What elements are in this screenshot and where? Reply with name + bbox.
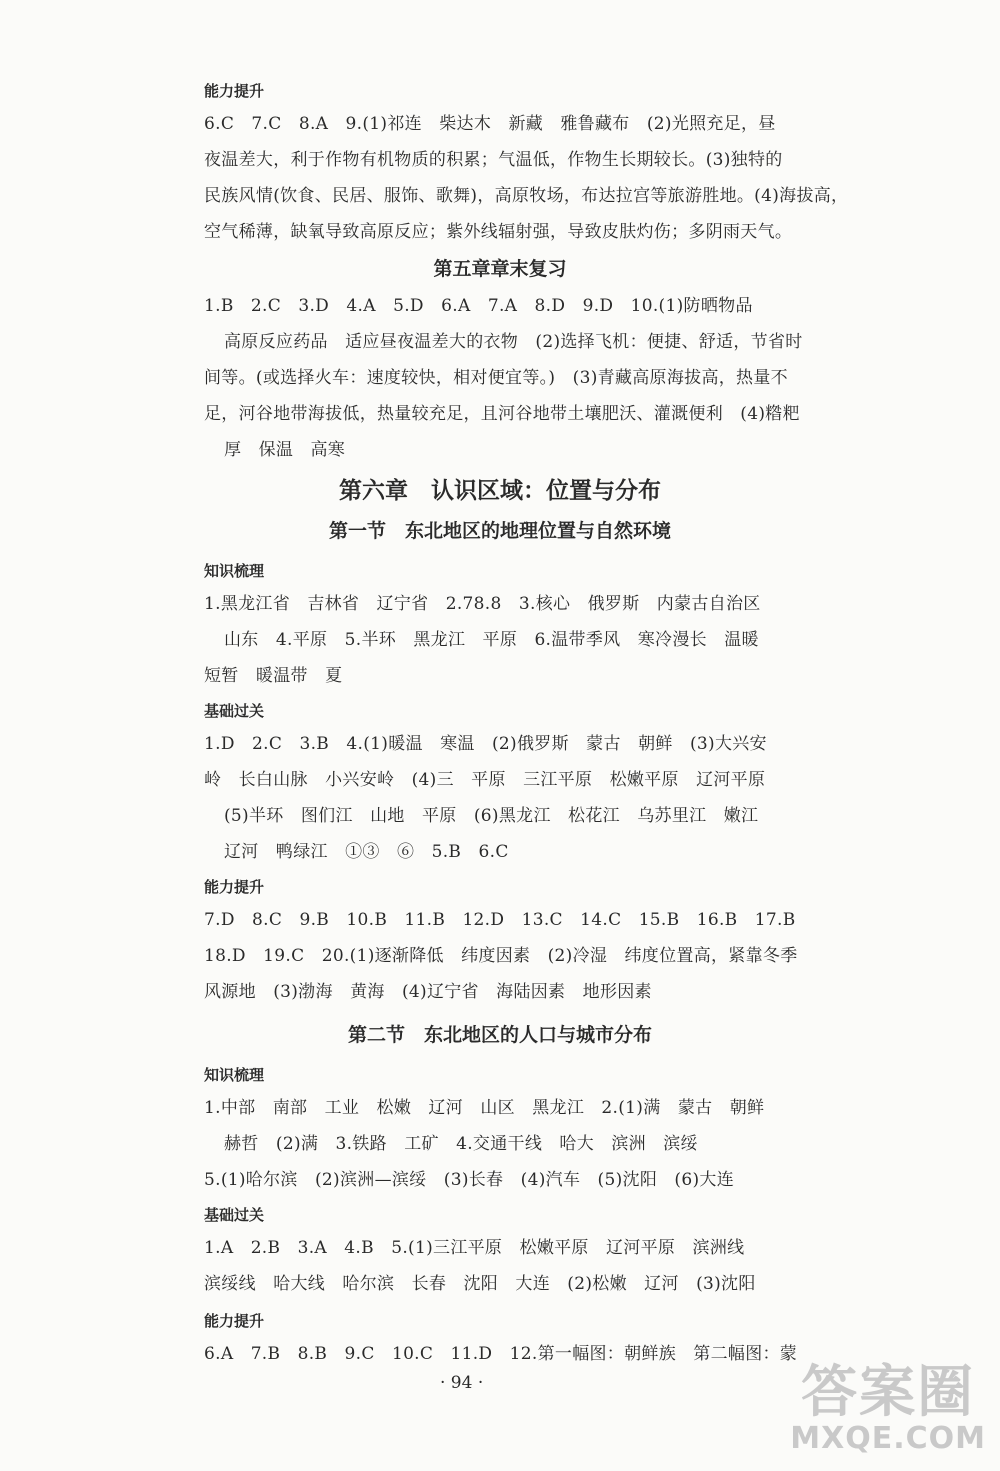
answer-line: 夜温差大，利于作物有机物质的积累；气温低，作物生长期较长。(3)独特的 <box>204 150 783 170</box>
section2-knowledge <box>204 1060 784 1198</box>
answer-line: 6.A 7.B 8.B 9.C 10.C 11.D 12.第一幅图：朝鲜族 第二幅图：蒙 <box>204 1344 798 1364</box>
section1-title: 第一节 东北地区的地理位置与自然环境 <box>328 520 671 542</box>
answer-line: 赫哲 (2)满 3.铁路 工矿 4.交通干线 哈大 滨洲 滨绥 <box>224 1134 698 1154</box>
answer-line: 足，河谷地带海拔低，热量较充足，且河谷地带土壤肥沃、灌溉便利 (4)糌粑 <box>204 404 800 424</box>
answer-line: 民族风情(饮食、民居、服饰、歌舞)，高原牧场，布达拉宫等旅游胜地。(4)海拔高， <box>204 186 849 206</box>
answer-line: 1.黑龙江省 吉林省 辽宁省 2.78.8 3.核心 俄罗斯 内蒙古自治区 <box>204 594 761 614</box>
section-label: 能力提升 <box>204 82 265 100</box>
section-label: 基础过关 <box>204 1206 265 1224</box>
answer-line: 滨绥线 哈大线 哈尔滨 长春 沈阳 大连 (2)松嫩 辽河 (3)沈阳 <box>204 1274 756 1294</box>
answer-line: 5.(1)哈尔滨 (2)滨洲—滨绥 (3)长春 (4)汽车 (5)沈阳 (6)大连 <box>204 1170 735 1190</box>
chapter5-review-answers <box>204 288 803 468</box>
answer-line: 辽河 鸭绿江 ①③ ⑥ 5.B 6.C <box>224 842 509 862</box>
answer-line: 山东 4.平原 5.半环 黑龙江 平原 6.温带季风 寒冷漫长 温暖 <box>224 630 759 650</box>
chapter5-review-title: 第五章章末复习 <box>433 258 567 280</box>
section-ability-1 <box>204 76 849 250</box>
section1-knowledge <box>204 556 784 694</box>
answer-line: 7.D 8.C 9.B 10.B 11.B 12.D 13.C 14.C 15.B 16.B 17.B <box>204 910 796 930</box>
chapter6-title: 第六章 认识区域：位置与分布 <box>339 478 661 504</box>
answer-line: 1.D 2.C 3.B 4.(1)暖温 寒温 (2)俄罗斯 蒙古 朝鲜 (3)大兴安 <box>204 734 767 754</box>
section1-ability <box>204 872 798 1010</box>
answer-line: 厚 保温 高寒 <box>224 440 346 460</box>
answer-line: 1.中部 南部 工业 松嫩 辽河 山区 黑龙江 2.(1)满 蒙古 朝鲜 <box>204 1098 765 1118</box>
watermark <box>790 1360 986 1456</box>
watermark-url: MXQE.COM <box>790 1421 986 1456</box>
answer-line: 空气稀薄，缺氧导致高原反应；紫外线辐射强，导致皮肤灼伤；多阴雨天气。 <box>204 222 793 242</box>
section1-basic <box>204 696 784 870</box>
answer-line: 1.B 2.C 3.D 4.A 5.D 6.A 7.A 8.D 9.D 10.(1)防晒物品 <box>204 296 753 316</box>
section-label: 能力提升 <box>204 1312 265 1330</box>
answer-line: 1.A 2.B 3.A 4.B 5.(1)三江平原 松嫩平原 辽河平原 滨洲线 <box>204 1238 745 1258</box>
answer-line: 6.C 7.C 8.A 9.(1)祁连 柴达木 新藏 雅鲁藏布 (2)光照充足，昼 <box>204 114 776 134</box>
section-label: 知识梳理 <box>204 1066 265 1084</box>
answer-line: (5)半环 图们江 山地 平原 (6)黑龙江 松花江 乌苏里江 嫩江 <box>224 806 759 826</box>
section-label: 知识梳理 <box>204 562 265 580</box>
answer-line: 间等。(或选择火车：速度较快，相对便宜等。) (3)青藏高原海拔高，热量不 <box>204 368 788 388</box>
answer-line: 岭 长白山脉 小兴安岭 (4)三 平原 三江平原 松嫩平原 辽河平原 <box>204 770 766 790</box>
section2-basic <box>204 1200 784 1302</box>
section2-title: 第二节 东北地区的人口与城市分布 <box>347 1024 652 1046</box>
answer-line: 风源地 (3)渤海 黄海 (4)辽宁省 海陆因素 地形因素 <box>204 982 652 1002</box>
watermark-title: 答案圈 <box>801 1360 976 1425</box>
page-number: · 94 · <box>440 1373 484 1393</box>
section-label: 能力提升 <box>204 878 265 896</box>
section-label: 基础过关 <box>204 702 265 720</box>
answer-line: 高原反应药品 适应昼夜温差大的衣物 (2)选择飞机：便捷、舒适，节省时 <box>224 332 803 352</box>
section2-ability <box>204 1306 798 1372</box>
answer-line: 短暂 暖温带 夏 <box>204 666 343 686</box>
answer-line: 18.D 19.C 20.(1)逐渐降低 纬度因素 (2)冷湿 纬度位置高，紧靠冬季 <box>204 946 798 966</box>
